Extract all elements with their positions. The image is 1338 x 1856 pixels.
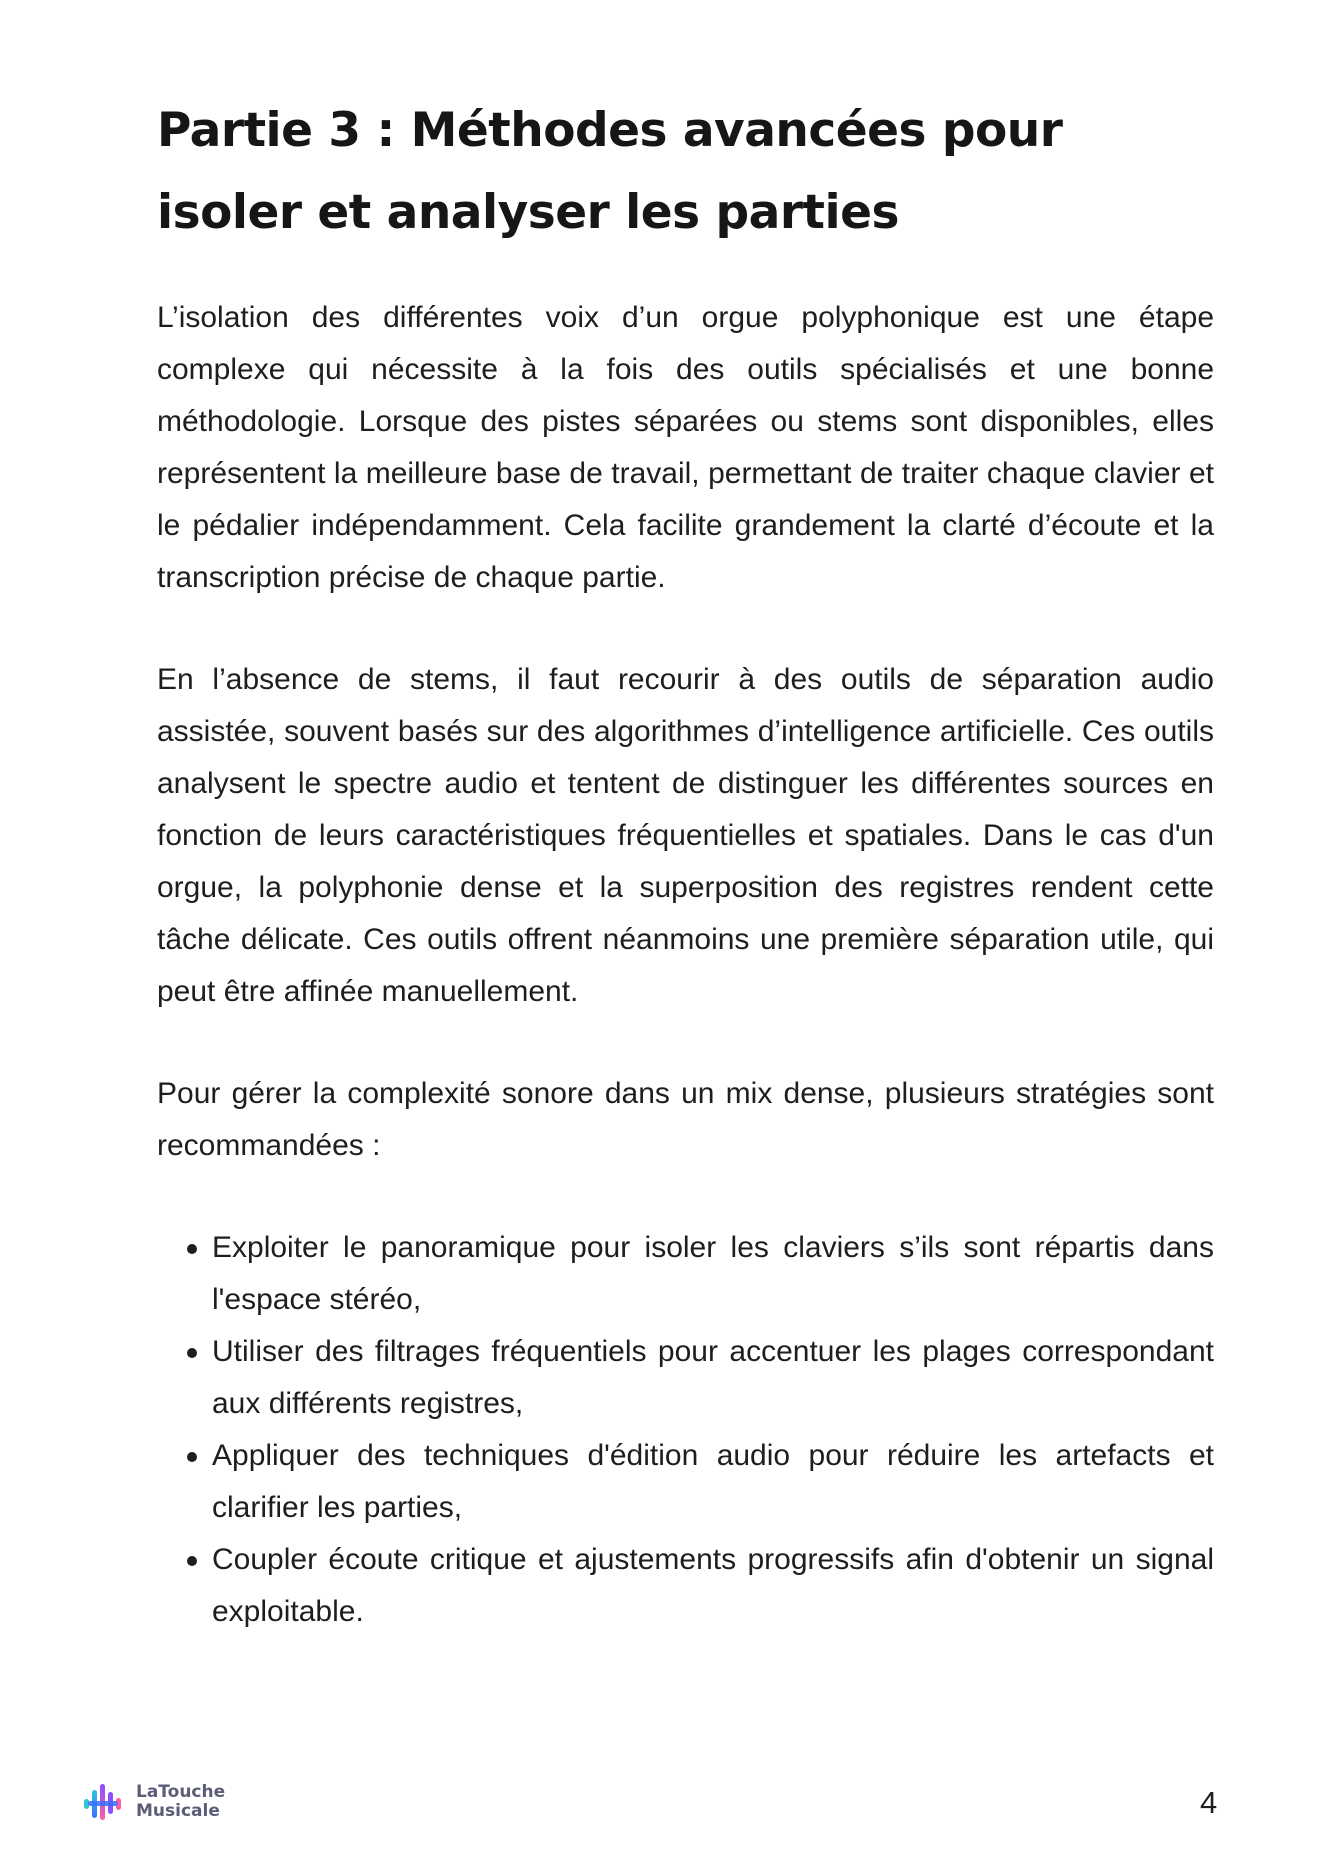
page-number: 4 [1200,1785,1218,1820]
paragraph-strategies-intro: Pour gérer la complexité sonore dans un mix dense, plusieurs stratégies sont recommandées : [157,1077,1214,1162]
list-item [212,1430,1214,1534]
page-content [157,90,1214,1638]
list-item-text: Coupler écoute critique et ajustements progressifs afin d'obtenir un signal exploitable. [212,1543,1214,1628]
list-item-text: Utiliser des filtrages fréquentiels pour accentuer les plages correspondant aux différents registres, [212,1335,1214,1420]
paragraph-intro: L’isolation des différentes voix d’un orgue polyphonique est une étape complexe qui nécessite à la fois des outils spécialisés et une bonne méthodologie. Lorsque des pistes séparées ou stems sont disponibles, elles représentent la meilleure base de travail, permettant de traiter chaque clavier et le pédalier indépendamment. Cela facilite grandement la clarté d’écoute et la transcription précise de chaque partie. [157,301,1214,594]
list-item [212,1222,1214,1326]
logo-text-line2: Musicale [136,1801,220,1821]
bullet-dot-icon [187,1556,197,1566]
list-item [212,1534,1214,1638]
list-item-text: Exploiter le panoramique pour isoler les claviers s’ils sont répartis dans l'espace stéréo, [212,1231,1214,1316]
page-title: Partie 3 : Méthodes avancées pour isoler et analyser les parties [157,103,1063,240]
strategies-list [157,1222,1214,1638]
latouche-musicale-logo-icon [82,1782,124,1822]
footer-logo [82,1782,225,1822]
logo-wordmark [136,1783,225,1821]
bullet-dot-icon [187,1348,197,1358]
list-item-text: Appliquer des techniques d'édition audio pour réduire les artefacts et clarifier les parties, [212,1439,1214,1524]
bullet-dot-icon [187,1452,197,1462]
logo-text-line1: LaTouche [136,1782,226,1802]
list-item [212,1326,1214,1430]
bullet-dot-icon [187,1244,197,1254]
paragraph-separation-tools: En l’absence de stems, il faut recourir à des outils de séparation audio assistée, souvent basés sur des algorithmes d’intelligence artificielle. Ces outils analysent le spectre audio et tentent de distinguer les différentes sources en fonction de leurs caractéristiques fréquentielles et spatiales. Dans le cas d'un orgue, la polyphonie dense et la superposition des registres rendent cette tâche délicate. Ces outils offrent néanmoins une première séparation utile, qui peut être affinée manuellement. [157,663,1214,1008]
